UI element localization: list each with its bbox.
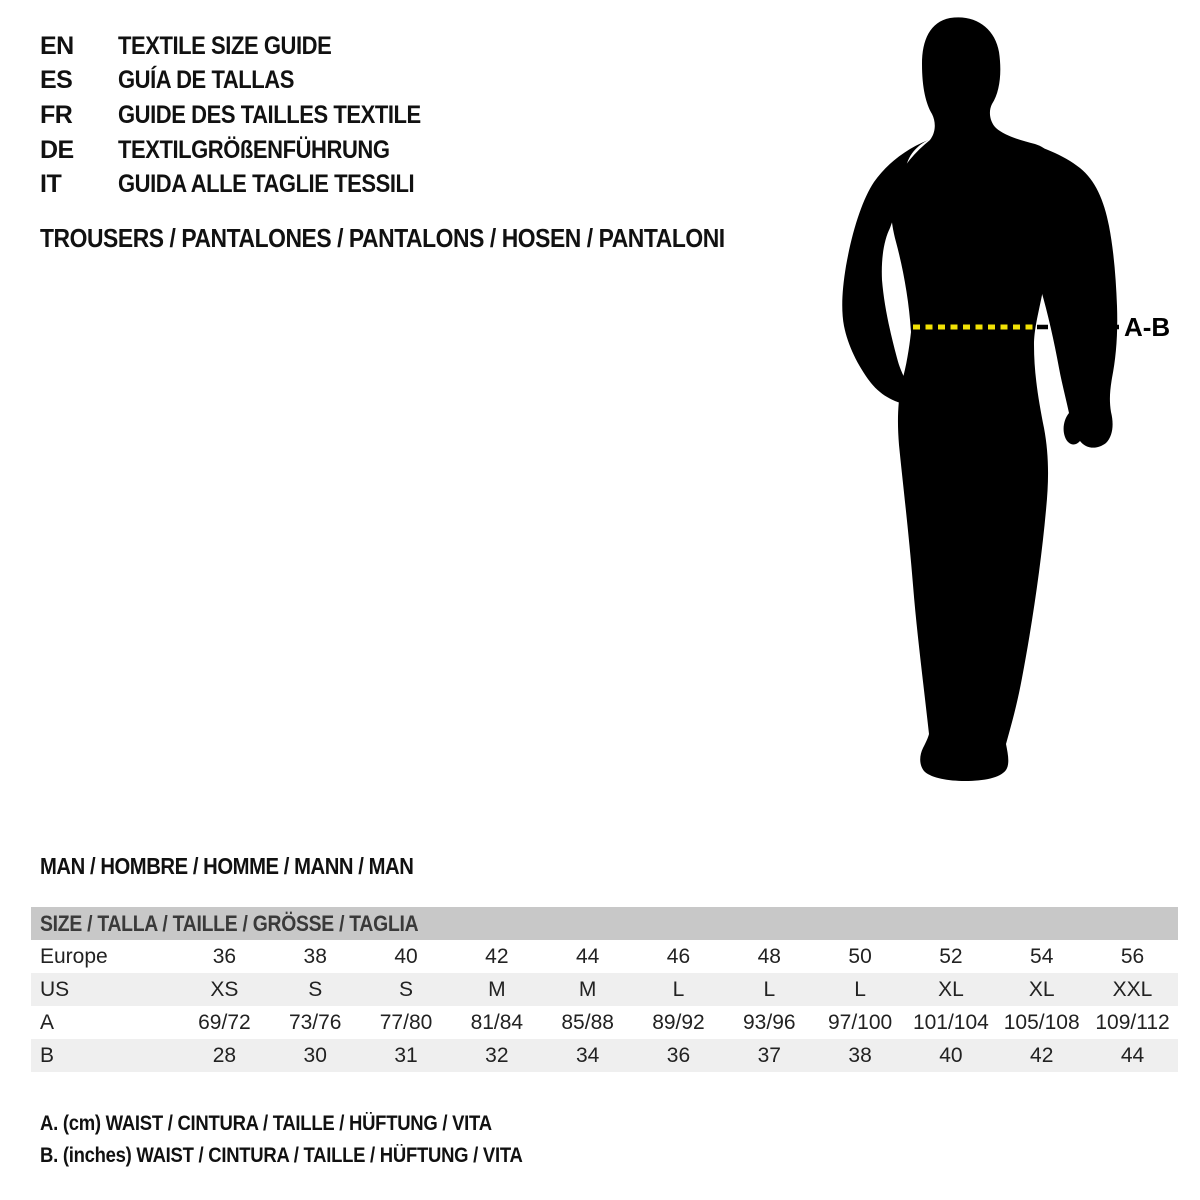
section-title-man <box>40 853 464 880</box>
language-row-es <box>40 64 462 99</box>
table-cell: 69/72 <box>198 1010 251 1034</box>
table-cell: 50 <box>848 944 872 968</box>
table-cell: 93/96 <box>743 1010 796 1034</box>
table-cell: L <box>672 977 685 1001</box>
table-cell: 81/84 <box>470 1010 524 1034</box>
product-line-title <box>40 223 818 254</box>
footnote-a-cm <box>40 1112 553 1136</box>
language-title: GUÍA DE TALLAS <box>118 66 294 95</box>
table-cell: 44 <box>575 944 600 968</box>
table-row-europe <box>31 940 1178 973</box>
table-cell: 101/104 <box>912 1010 989 1034</box>
table-cell: 31 <box>394 1043 418 1067</box>
table-cell: 34 <box>575 1043 600 1067</box>
language-code: ES <box>40 66 73 95</box>
table-cell: 44 <box>1120 1043 1145 1067</box>
table-cell: 56 <box>1120 944 1145 968</box>
silhouette-body <box>891 17 1056 781</box>
table-cell: L <box>763 977 776 1001</box>
table-cell: 46 <box>666 944 691 968</box>
table-row-us <box>31 973 1178 1006</box>
language-row-it <box>40 167 462 202</box>
table-cell: 97/100 <box>827 1010 893 1034</box>
table-cell: 89/92 <box>652 1010 705 1034</box>
table-cell: M <box>488 977 506 1001</box>
table-cell: 52 <box>939 944 963 968</box>
size-table <box>31 907 1178 1072</box>
table-row-b-inches <box>31 1039 1178 1072</box>
product-line-text: TROUSERS / PANTALONES / PANTALONS / HOSEN / PANTALONI <box>40 223 725 253</box>
table-cell: 28 <box>212 1043 237 1067</box>
table-cell: 32 <box>485 1043 509 1067</box>
table-cell: 54 <box>1030 944 1054 968</box>
language-title: TEXTILGRÖßENFÜHRUNG <box>118 135 390 164</box>
language-title: GUIDA ALLE TAGLIE TESSILI <box>118 170 415 199</box>
language-row-de <box>40 133 462 168</box>
footnote-b-text: B. (inches) WAIST / CINTURA / TAILLE / HÜFTUNG / VITA <box>40 1144 523 1167</box>
language-row-en <box>40 29 462 64</box>
table-row-a-cm <box>31 1006 1178 1039</box>
row-label: US <box>40 977 70 1001</box>
row-label: A <box>40 1010 55 1034</box>
language-code: IT <box>40 170 62 199</box>
table-cell: 38 <box>303 944 327 968</box>
table-cell: S <box>308 977 323 1001</box>
table-cell: 38 <box>848 1043 872 1067</box>
footnote-a-text: A. (cm) WAIST / CINTURA / TAILLE / HÜFTUNG / VITA <box>40 1112 492 1135</box>
size-table-header-text: SIZE / TALLA / TAILLE / GRÖSSE / TAGLIA <box>40 910 419 936</box>
table-cell: 77/80 <box>379 1010 433 1034</box>
table-cell: 105/108 <box>1003 1010 1080 1034</box>
table-cell: 42 <box>1030 1043 1054 1067</box>
table-cell: XL <box>1028 977 1055 1001</box>
table-cell: 40 <box>939 1043 963 1067</box>
table-cell: 37 <box>757 1043 781 1067</box>
row-label: B <box>40 1043 55 1067</box>
table-cell: XS <box>210 977 239 1001</box>
table-cell: 30 <box>303 1043 327 1067</box>
table-cell: 42 <box>485 944 509 968</box>
language-title: GUIDE DES TAILLES TEXTILE <box>118 100 421 129</box>
table-cell: 85/88 <box>561 1010 614 1034</box>
table-cell: 109/112 <box>1095 1010 1170 1034</box>
footnote-b-inches <box>40 1144 588 1168</box>
row-label: Europe <box>40 944 108 968</box>
language-row-fr <box>40 98 462 133</box>
table-cell: 36 <box>212 944 237 968</box>
table-cell: XXL <box>1112 977 1153 1001</box>
size-table-header <box>31 907 1178 940</box>
table-cell: M <box>578 977 597 1001</box>
language-title: TEXTILE SIZE GUIDE <box>118 31 332 60</box>
table-cell: L <box>854 977 866 1001</box>
language-code: DE <box>40 135 74 164</box>
table-cell: 48 <box>757 944 781 968</box>
table-cell: S <box>399 977 414 1001</box>
language-code: EN <box>40 31 74 60</box>
section-title-text: MAN / HOMBRE / HOMME / MANN / MAN <box>40 853 414 879</box>
measure-label: A-B <box>1124 312 1171 342</box>
table-cell: 73/76 <box>288 1010 342 1034</box>
table-cell: XL <box>938 977 964 1001</box>
table-cell: 36 <box>666 1043 691 1067</box>
language-code: FR <box>40 100 73 129</box>
language-list <box>40 29 462 202</box>
table-cell: 40 <box>394 944 418 968</box>
